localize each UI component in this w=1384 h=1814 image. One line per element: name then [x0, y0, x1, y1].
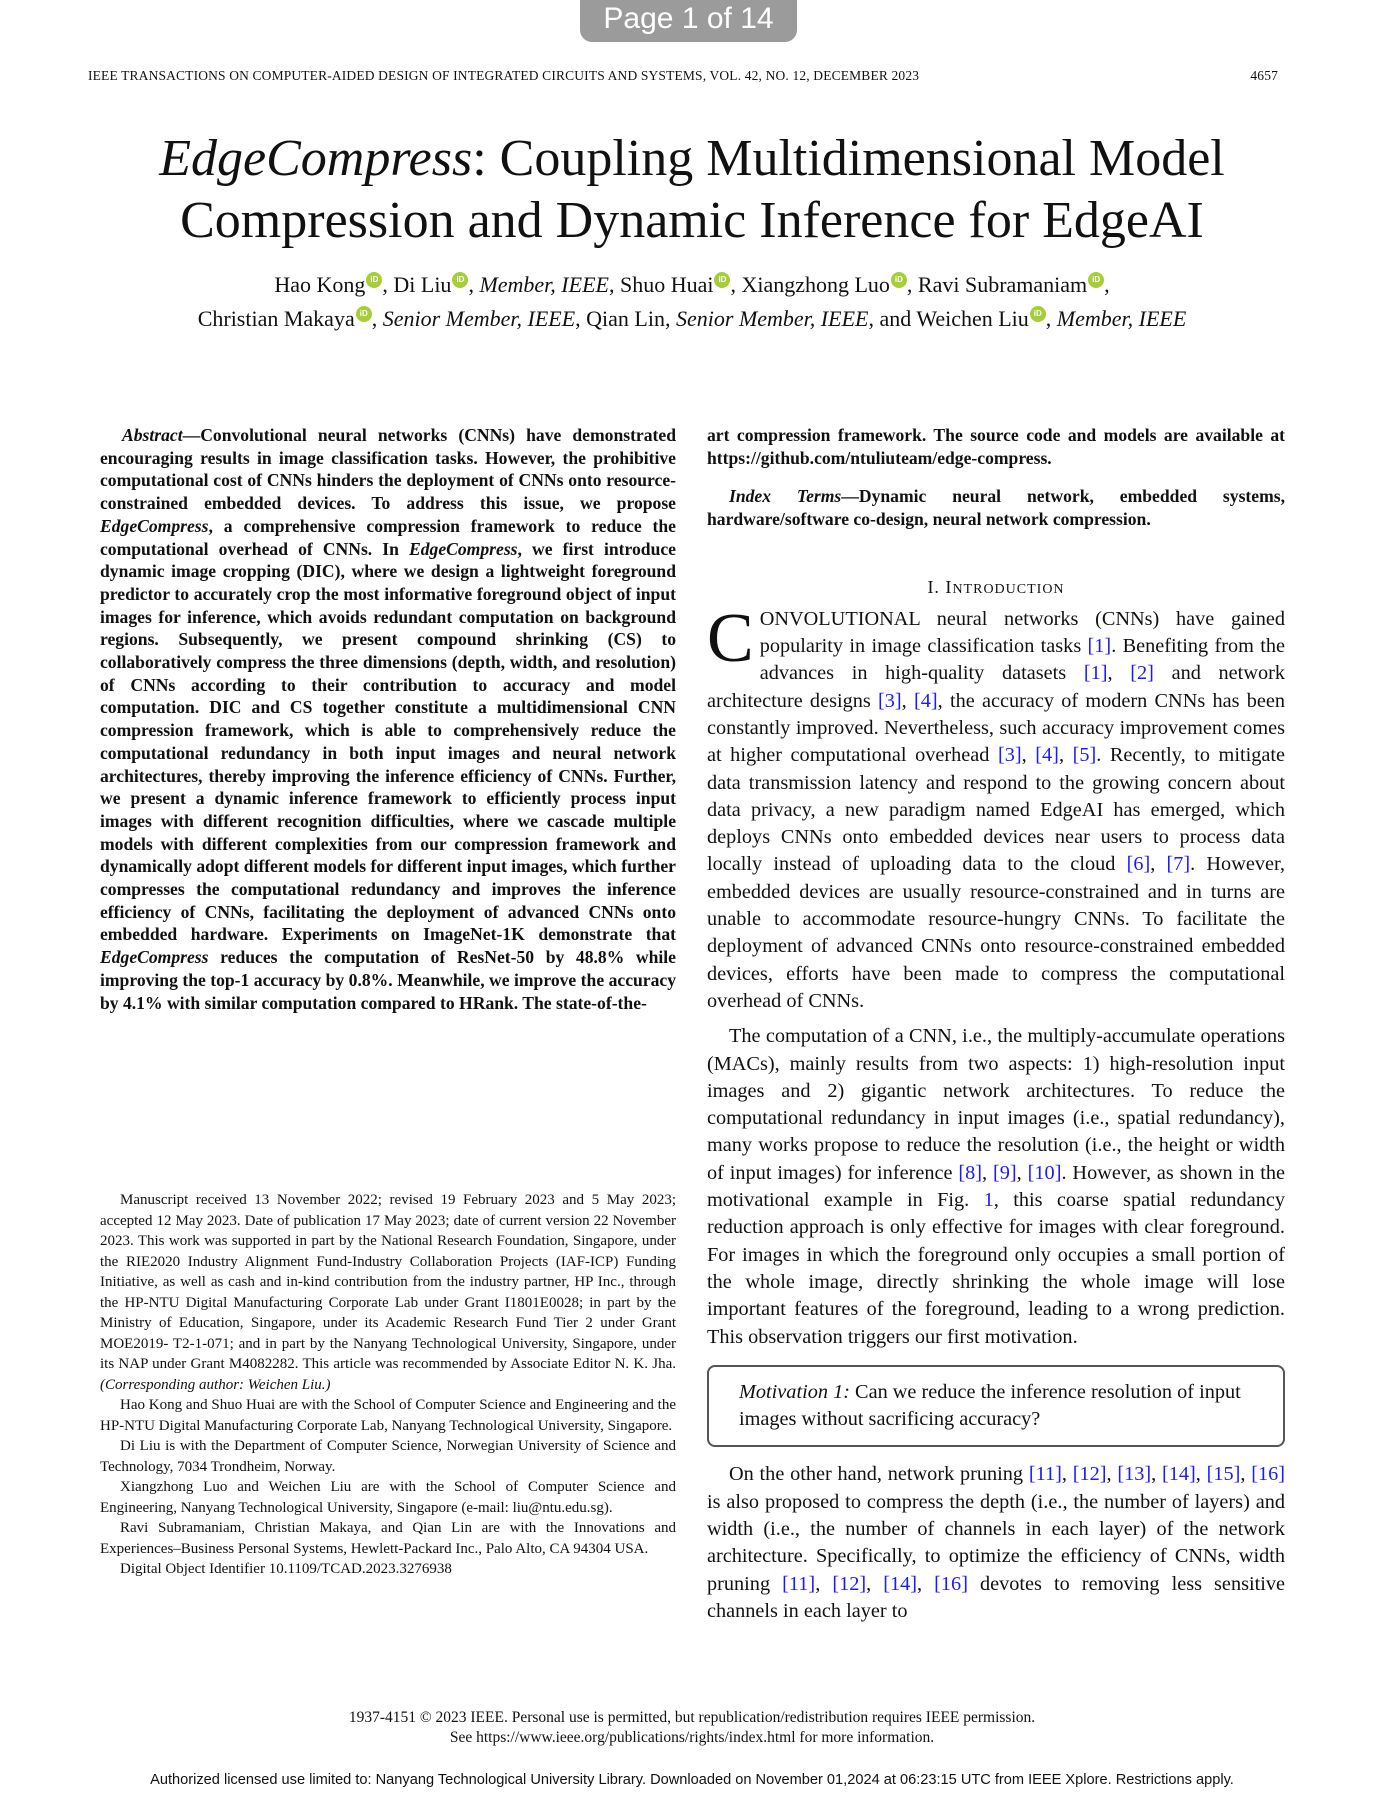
title-line1-rest: : Coupling Multidimensional Model [472, 130, 1225, 187]
footnote-affiliation: Xiangzhong Luo and Weichen Liu are with the School of Computer Science and Engineering, Nanyang Technological University, Singapore (e-mail: liu@ntu.edu.sg). [100, 1479, 676, 1516]
citation-link[interactable]: [5] [1072, 744, 1097, 767]
footnotes [100, 1190, 676, 1580]
citation-link[interactable]: [15] [1206, 1463, 1241, 1486]
right-column [707, 424, 1285, 1625]
drop-cap: C [707, 599, 754, 677]
author-name: Ravi Subramaniam [917, 272, 1088, 297]
left-column [100, 424, 676, 1014]
abstract-continued: art compression framework. The source code and models are available at https://github.com/ntuliuteam/edge-compress. [707, 425, 1285, 468]
orcid-icon[interactable]: iD [366, 272, 382, 288]
page-indicator: Page 1 of 14 [580, 0, 797, 42]
author-name: Qian Lin [586, 306, 665, 331]
author-role: Member, IEEE [479, 272, 609, 297]
motivation-box: Motivation 1: Can we reduce the inference resolution of input images without sacrificing accuracy? [707, 1365, 1285, 1448]
author-role: Senior Member, IEEE [676, 306, 869, 331]
author-role: Senior Member, IEEE [382, 306, 576, 331]
author-name: Christian Makaya [197, 306, 355, 331]
citation-link[interactable]: [3] [878, 689, 902, 712]
paper-title [60, 128, 1324, 252]
citation-link[interactable]: [11] [782, 1572, 816, 1595]
abstract-label: Abstract [122, 425, 183, 445]
citation-link[interactable]: [3] [998, 744, 1022, 767]
footnote-affiliation: Ravi Subramaniam, Christian Makaya, and Qian Lin are with the Innovations and Experiences–Business Personal Systems, Hewlett-Packard Inc., Palo Alto, CA 94304 USA. [100, 1520, 676, 1557]
author-role: Member, IEEE [1056, 306, 1187, 331]
citation-link[interactable]: [7] [1166, 853, 1191, 876]
license-notice: Authorized licensed use limited to: Nanyang Technological University Library. Downloaded on November 01,2024 at 06:23:15 UTC from IEEE Xplore. Restrictions apply. [150, 1772, 1234, 1788]
citation-link[interactable]: [16] [934, 1572, 968, 1595]
citation-link[interactable]: [9] [993, 1161, 1017, 1184]
footnote-affiliation: Hao Kong and Shuo Huai are with the School of Computer Science and Engineering and the HP-NTU Digital Manufacturing Corporate Lab, Nanyang Technological University, Singapore. [100, 1397, 676, 1434]
page-number: 4657 [1250, 68, 1278, 83]
orcid-icon[interactable]: iD [1030, 306, 1046, 322]
author-name: Weichen Liu [916, 306, 1029, 331]
index-terms-label: Index Terms [729, 486, 842, 507]
abstract: Abstract—Convolutional neural networks (CNNs) have demonstrated encouraging results in image classification tasks. However, the prohibitive computational cost of CNNs hinders the deployment of CNNs onto resource-constrained embedded devices. To address this issue, we propose EdgeCompress, a comprehensive compression framework to reduce the computational overhead of CNNs. In EdgeCompress, we first introduce dynamic image cropping (DIC), where we design a lightweight foreground predictor to accurately crop the most informative foreground object of input images for inference, which avoids redundant computation on background regions. Subsequently, we present compound shrinking (CS) to collaboratively compress the three dimensions (depth, width, and resolution) of CNNs according to their contribution to accuracy and model computation. DIC and CS together constitute a multidimensional CNN compression framework, which is able to comprehensively reduce the computational redundancy in both input images and neural network architectures, thereby improving the inference efficiency of CNNs. Further, we present a dynamic inference framework to efficiently process input images with different recognition difficulties, where we cascade multiple models with different complexities from our compression framework and dynamically adopt different models for different input images, which further compresses the computational redundancy and improves the inference efficiency of CNNs, facilitating the deployment of advanced CNNs onto embedded hardware. Experiments on ImageNet-1K demonstrate that EdgeCompress reduces the computation of ResNet-50 by 48.8% while improving the top-1 accuracy by 0.8%. Meanwhile, we improve the accuracy by 4.1% with similar computation compared to HRank. The state-of-the- [100, 425, 676, 1013]
citation-link[interactable]: [12] [832, 1572, 867, 1595]
copyright-notice: 1937-4151 © 2023 IEEE. Personal use is permitted, but republication/redistribution requires IEEE permission. See https://www.ieee.org/publications/rights/index.html for more information. [348, 1709, 1036, 1746]
orcid-icon[interactable]: iD [356, 306, 372, 322]
citation-link[interactable]: [13] [1117, 1463, 1152, 1486]
footnote-manuscript: Manuscript received 13 November 2022; revised 19 February 2023 and 5 May 2023; accepted 12 May 2023. Date of publication 17 May 2023; date of current version 22 November 2023. This work was supported in part by the National Research Foundation, Singapore, under the RIE2020 Industry Alignment Fund-Industry Collaboration Projects (IAF-ICP) Funding Initiative, as well as cash and in-kind contribution from the industry partner, HP Inc., through the HP-NTU Digital Manufacturing Corporate Lab under Grant I1801E0028; in part by the Ministry of Education, Singapore, under its Academic Research Fund Tier 2 under Grant MOE2019- T2-1-071; and in part by the Nanyang Technological University, Singapore, under its NAP under Grant M4082282. This article was recommended by Associate Editor N. K. Jha. (Corresponding author: Weichen Liu.) [100, 1192, 676, 1393]
journal-name: IEEE TRANSACTIONS ON COMPUTER-AIDED DESIGN OF INTEGRATED CIRCUITS AND SYSTEMS, VOL. 42, NO. 12, DECEMBER 2023 [88, 68, 920, 83]
intro-paragraph-3: On the other hand, network pruning [11], [12], [13], [14], [15], [16] is also proposed to compress the depth (i.e., the number of layers) and width (i.e., the number of channels in each layer) of the network architecture. Specifically, to optimize the efficiency of CNNs, width pruning [11], [12], [14], [16] devotes to removing less sensitive channels in each layer to [707, 1463, 1286, 1622]
citation-link[interactable]: [4] [913, 689, 938, 712]
citation-link[interactable]: [14] [1161, 1463, 1196, 1486]
orcid-icon[interactable]: iD [452, 272, 468, 288]
title-italic: EdgeCompress [159, 130, 473, 187]
author-name: Hao Kong [274, 272, 366, 297]
intro-paragraph-2: The computation of a CNN, i.e., the multiply-accumulate operations (MACs), mainly results from two aspects: 1) high-resolution input images and 2) gigantic network architectures. To reduce the computational redundancy in input images (i.e., spatial redundancy), many works propose to reduce the resolution (i.e., the height or width of input images) for inference [8], [9], [10]. However, as shown in the motivational example in Fig. 1, this coarse spatial redundancy reduction approach is only effective for images with clear foreground. For images in which the foreground only occupies a small portion of the whole image, directly shrinking the whole image will lose important features of the foreground, leading to a wrong prediction. This observation triggers our first motivation. [707, 1025, 1286, 1348]
citation-link[interactable]: [10] [1027, 1161, 1062, 1184]
corresponding-author: (Corresponding author: Weichen Liu.) [100, 1376, 331, 1393]
citation-link[interactable]: [16] [1251, 1463, 1285, 1486]
footnote-affiliation: Di Liu is with the Department of Computer Science, Norwegian University of Science and Technology, 7034 Trondheim, Norway. [100, 1438, 676, 1475]
author-list: Hao Kong iD , Di Liu iD , Member, IEEE, Shuo Huai iD , Xiangzhong Luo iD , Ravi Subramaniam iD , Christian Makaya iD , Senior Member, IEEE, Qian Lin, Senior Member, IEEE, and Weichen Liu iD , Member, IEEE [197, 272, 1187, 331]
author-name: Di Liu [393, 272, 452, 297]
orcid-icon[interactable]: iD [1088, 272, 1104, 288]
motivation-label: Motivation 1: [739, 1380, 850, 1403]
citation-link[interactable]: [8] [958, 1161, 983, 1184]
title-line2: Compression and Dynamic Inference for EdgeAI [180, 192, 1204, 249]
citation-link[interactable]: [1] [1083, 662, 1108, 685]
citation-link[interactable]: [2] [1130, 662, 1154, 685]
citation-link[interactable]: [12] [1072, 1463, 1107, 1486]
section-heading: I. INTRODUCTION [927, 576, 1065, 597]
citation-link[interactable]: [11] [1028, 1463, 1062, 1486]
figure-link[interactable]: 1 [983, 1189, 994, 1212]
author-name: Xiangzhong Luo [741, 272, 890, 297]
citation-link[interactable]: [1] [1087, 635, 1112, 658]
orcid-icon[interactable]: iD [891, 272, 907, 288]
author-name: Shuo Huai [619, 272, 714, 297]
running-head [88, 68, 1278, 84]
index-terms: Index Terms—Dynamic neural network, embedded systems, hardware/software co-design, neural network compression. [707, 486, 1285, 530]
citation-link[interactable]: [14] [883, 1572, 918, 1595]
intro-paragraph-1: CONVOLUTIONAL neural networks (CNNs) have gained popularity in image classification tasks [1]. Benefiting from the advances in high-quality datasets [1], [2] and network architecture designs [3], [4], the accuracy of modern CNNs has been constantly improved. Nevertheless, such accuracy improvement comes at higher computational overhead [3], [4], [5]. Recently, to mitigate data transmission latency and respond to the growing concern about data privacy, a new paradigm named EdgeAI has emerged, which deploys CNNs onto embedded devices near users to process data locally instead of uploading data to the cloud [6], [7]. However, embedded devices are usually resource-constrained and in turns are unable to accommodate resource-hungry CNNs. To facilitate the deployment of advanced CNNs onto resource-constrained embedded devices, efforts have been made to compress the computational overhead of CNNs. [707, 599, 1286, 1012]
citation-link[interactable]: [4] [1035, 744, 1059, 767]
orcid-icon[interactable]: iD [714, 272, 730, 288]
footnote-doi: Digital Object Identifier 10.1109/TCAD.2023.3276938 [120, 1561, 452, 1577]
citation-link[interactable]: [6] [1126, 853, 1151, 876]
